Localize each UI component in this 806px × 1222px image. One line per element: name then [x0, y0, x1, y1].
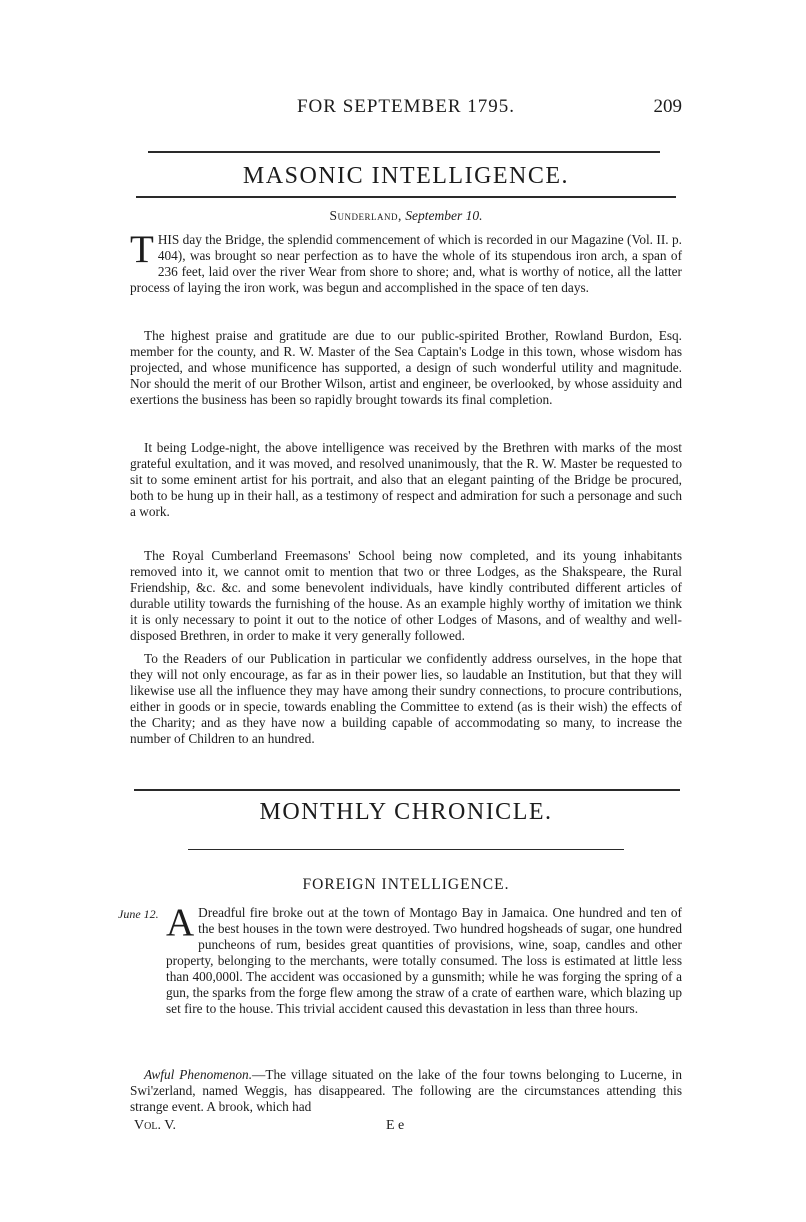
masonic-drop-cap: T: [130, 228, 154, 271]
dateline-place: Sunderland,: [329, 208, 402, 223]
foreign-intelligence-heading: FOREIGN INTELLIGENCE.: [302, 876, 510, 893]
page-number: 209: [653, 96, 682, 117]
masonic-paragraph-1-text: HIS day the Bridge, the splendid commencement of which is recorded in our Magazine (Vol. II. p. 404), was brought so near perfection as to have the whole of its stupendous iron arch, a span of 236 feet, laid over the river Wear from shore to shore; and, what is worthy of notice, all the latter process of laying the iron work, was begun and accomplished in the space of ten days.: [130, 232, 682, 295]
masonic-paragraph-4: The Royal Cumberland Freemasons' School being now completed, and its young inhabitants removed into it, we cannot omit to mention that two or three Lodges, as the Shakspeare, the Rural Friendship, &c. &c. and some benevolent individuals, have kindly contributed different articles of durable utility towards the furnishing of the house. As an example highly worthy of imitation we think it is only necessary to point it out to the notice of other Lodges of Masons, and of wealthy and well-disposed Brethren, in order to make it very generally followed.: [130, 548, 682, 643]
chronicle-paragraph-2-text: —The village situated on the lake of the four towns belonging to Lucerne, in Swi'zerland, named Weggis, has disappeared. The following are the circumstances attending this strange event. A brook, which had: [130, 1067, 682, 1114]
masonic-paragraph-2: The highest praise and gratitude are due to our public-spirited Brother, Rowland Burdon, Esq. member for the county, and R. W. Master of the Sea Captain's Lodge in this town, whose wisdom has projected, and whose munificence has supported, a design of such wonderful utility and magnitude. Nor should the merit of our Brother Wilson, artist and engineer, be overlooked, by whose assiduity and exertions the business has been so rapidly brought towards its final completion.: [130, 328, 682, 407]
running-title: FOR SEPTEMBER 1795.: [296, 96, 515, 117]
header-rule: [148, 151, 660, 153]
chronicle-paragraph-2: [130, 1067, 682, 1115]
chronicle-paragraph-1-text: Dreadful fire broke out at the town of Montago Bay in Jamaica. One hundred and ten of the best houses in the town were destroyed. Two hundred hogsheads of sugar, one hundred puncheons of rum, besides great quantities of provisions, wine, soap, candles and other property, belonging to the merchants, were totally consumed. The loss is estimated at little less than 400,000l. The accident was occasioned by a gunsmith; while he was forging the spring of a gun, the sparks from the forge flew among the straw of a crate of earthen ware, which blazing up set fire to the house. This trivial accident caused this devastation in less than three hours.: [166, 905, 682, 1016]
page-header: [130, 96, 682, 120]
dateline-date: September 10.: [405, 208, 483, 223]
signature-mark: E e: [386, 1118, 405, 1133]
entry-date: June 12.: [118, 907, 159, 921]
masonic-paragraph-3: It being Lodge-night, the above intelligence was received by the Brethren with marks of the most grateful exultation, and it was moved, and resolved unanimously, that the R. W. Master be requested to sit to some eminent artist for his portrait, and also that an elegant painting of the Bridge be procured, both to be hung up in their hall, as a testimony of respect and admiration for such a personage and such a work.: [130, 440, 682, 519]
masonic-dateline: [130, 208, 682, 224]
page-footer: [134, 1118, 534, 1136]
awful-phenomenon-heading: Awful Phenomenon.: [144, 1067, 253, 1082]
chronicle-top-rule: [134, 789, 680, 791]
masonic-section-title: MASONIC INTELLIGENCE.: [242, 163, 570, 189]
chronicle-drop-cap: A: [166, 901, 195, 944]
masonic-paragraph-5: To the Readers of our Publication in particular we confidently address ourselves, in the hope that they will not only encourage, as far as in their power lies, so laudable an Institution, but that they will likewise use all the influence they may have among their sundry connections, to procure contributions, either in goods or in specie, towards enabling the Committee to extend (as is their wish) the effects of the Charity; and as they have now a building capable of accommodating so many, to increase the number of Children to an hundred.: [130, 651, 682, 746]
masonic-title-rule: [136, 196, 676, 198]
volume-number: Vol. V.: [134, 1118, 176, 1133]
masonic-paragraph-1: [130, 228, 682, 296]
chronicle-paragraph-1: [166, 901, 682, 1017]
chronicle-section-title: MONTHLY CHRONICLE.: [259, 799, 553, 825]
chronicle-title-rule: [188, 849, 624, 850]
